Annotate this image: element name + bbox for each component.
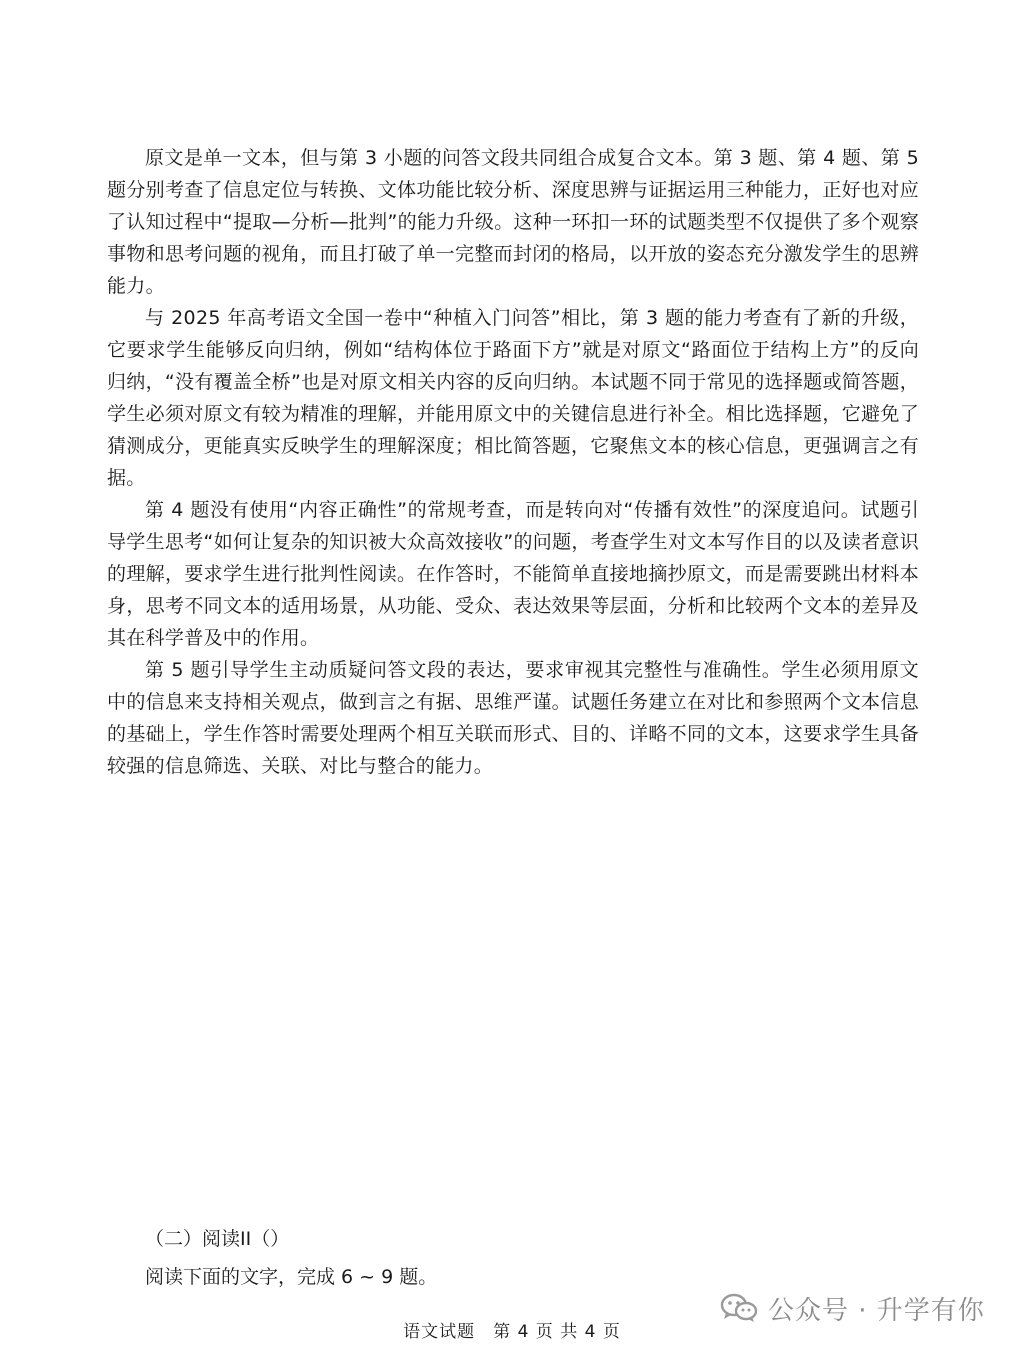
paragraph-1: 原文是单一文本，但与第 3 小题的问答文段共同组合成复合文本。第 3 题、第 4 题、第 5 题分别考查了信息定位与转换、文体功能比较分析、深度思辨与证据运用三种能力，正好也对应了认知过程中“提取—分析—批判”的能力升级。这种一环扣一环的试题类型不仅提供了多个观察事物和思考问题的视角，而且打破了单一完整而封闭的格局，以开放的姿态充分激发学生的思辨能力。 — [107, 147, 919, 297]
watermark-text: 公众号 · 升学有你 — [768, 1295, 985, 1326]
paragraph-4: 第 5 题引导学生主动质疑问答文段的表达，要求审视其完整性与准确性。学生必须用原文中的信息来支持相关观点，做到言之有据、思维严谨。试题任务建立在对比和参照两个文本信息的基础上，学生作答时需要处理两个相互关联而形式、目的、详略不同的文本，这要求学生具备较强的信息筛选、关联、对比与整合的能力。 — [107, 659, 919, 777]
page-footer: 语文试题 第 4 页 共 4 页 — [403, 1322, 621, 1342]
paragraph-3: 第 4 题没有使用“内容正确性”的常规考查，而是转向对“传播有效性”的深度追问。试题引导学生思考“如何让复杂的知识被大众高效接收”的问题，考查学生对文本写作目的以及读者意识的理解，要求学生进行批判性阅读。在作答时，不能简单直接地摘抄原文，而是需要跳出材料本身，思考不同文本的适用场景，从功能、受众、表达效果等层面，分析和比较两个文本的差异及其在科学普及中的作用。 — [107, 499, 919, 649]
reading-section — [145, 1224, 845, 1292]
paragraph-2: 与 2025 年高考语文全国一卷中“种植入门问答”相比，第 3 题的能力考查有了新的升级，它要求学生能够反向归纳，例如“结构体位于路面下方”就是对原文“路面位于结构上方”的反向归纳，“没有覆盖全桥”也是对原文相关内容的反向归纳。本试题不同于常见的选择题或简答题，学生必须对原文有较为精准的理解，并能用原文中的关键信息进行补全。相比选择题，它避免了猜测成分，更能真实反映学生的理解深度；相比简答题，它聚焦文本的核心信息，更强调言之有据。 — [107, 307, 919, 489]
section-title: （二）阅读II（） — [145, 1228, 290, 1250]
section-instruction: 阅读下面的文字，完成 6 ~ 9 题。 — [145, 1266, 438, 1288]
analysis-body — [107, 142, 919, 782]
